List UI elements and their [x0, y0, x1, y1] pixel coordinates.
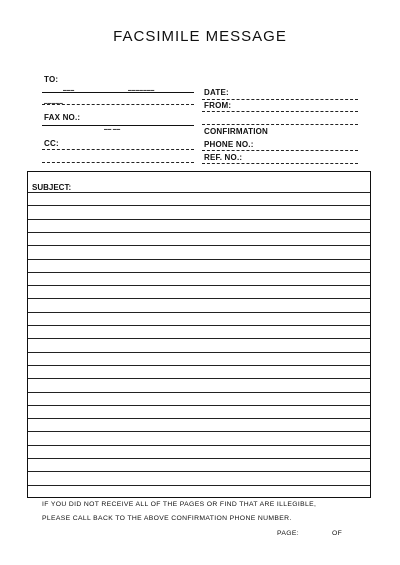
ruled-line — [28, 352, 370, 353]
cc-dashed-line[interactable] — [42, 162, 194, 163]
ruled-line — [28, 312, 370, 313]
scribble-mark: ▬▬▬ — [63, 88, 75, 92]
ruled-line — [28, 405, 370, 406]
ruled-line — [28, 338, 370, 339]
date-line[interactable] — [202, 99, 358, 100]
ruled-line — [28, 219, 370, 220]
ruled-line — [28, 272, 370, 273]
of-label: OF — [332, 530, 343, 537]
message-box[interactable] — [27, 171, 371, 498]
ruled-line — [28, 471, 370, 472]
from-label: FROM: — [204, 101, 232, 110]
cc-label: CC: — [44, 139, 59, 148]
ruled-line — [28, 245, 370, 246]
ref-no-label: REF. NO.: — [204, 153, 243, 162]
from-line[interactable] — [202, 111, 358, 112]
scribble-mark: ▬▬▬▬▬▬▬ — [128, 88, 155, 92]
to-label: TO: — [44, 75, 59, 84]
scribble-mark: ▬▬▬▬▬ — [44, 101, 63, 105]
ruled-line — [28, 325, 370, 326]
page-label: PAGE: — [277, 530, 300, 537]
ruled-line — [28, 418, 370, 419]
ruled-line — [28, 298, 370, 299]
date-label: DATE: — [204, 88, 229, 97]
illegible-notice-line-2: PLEASE CALL BACK TO THE ABOVE CONFIRMATION PHONE NUMBER. — [42, 515, 292, 522]
ref-no-line[interactable] — [202, 163, 358, 164]
ruled-line — [28, 392, 370, 393]
to-dashed-line[interactable] — [42, 104, 194, 105]
phone-no-line[interactable] — [202, 150, 358, 151]
ruled-line — [28, 259, 370, 260]
ruled-line — [28, 205, 370, 206]
ruled-line — [28, 192, 370, 193]
ruled-line — [28, 365, 370, 366]
page-title: FACSIMILE MESSAGE — [113, 28, 287, 45]
fax-no-label: FAX NO.: — [44, 113, 81, 122]
scribble-mark: ▬▬ ▬▬ — [104, 127, 121, 131]
ruled-line — [28, 285, 370, 286]
ruled-line — [28, 445, 370, 446]
fax-no-line[interactable] — [42, 125, 194, 126]
confirmation-label: CONFIRMATION — [204, 127, 269, 136]
cc-line[interactable] — [42, 149, 194, 150]
illegible-notice-line-1: IF YOU DID NOT RECEIVE ALL OF THE PAGES OR FIND THAT ARE ILLEGIBLE, — [42, 501, 317, 508]
subject-label: SUBJECT: — [32, 183, 72, 192]
ruled-line — [28, 232, 370, 233]
to-line[interactable] — [42, 92, 194, 93]
phone-no-label: PHONE NO.: — [204, 140, 254, 149]
ruled-line — [28, 485, 370, 486]
from-dashed-line[interactable] — [202, 124, 358, 125]
ruled-line — [28, 431, 370, 432]
ruled-line — [28, 378, 370, 379]
ruled-line — [28, 458, 370, 459]
